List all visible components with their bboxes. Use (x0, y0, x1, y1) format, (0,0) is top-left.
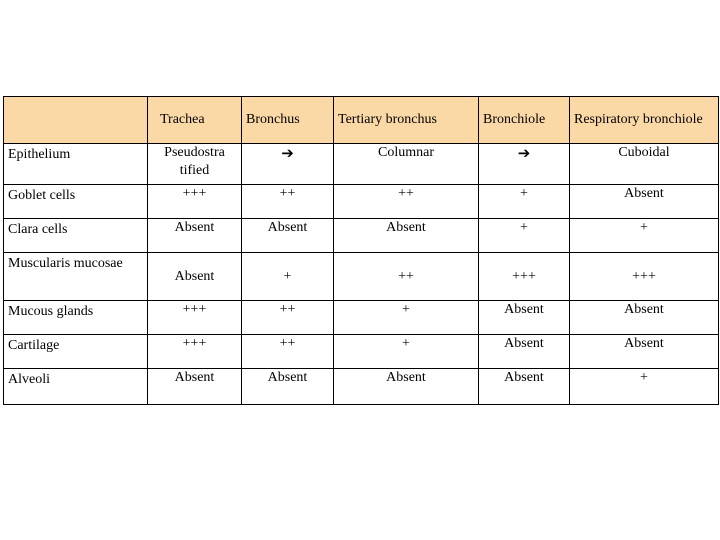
table-cell: +++ (148, 301, 242, 335)
right-arrow-icon: ➔ (517, 144, 531, 162)
airway-comparison-table (3, 96, 719, 405)
header-row (4, 97, 719, 144)
row-label: Epithelium (4, 144, 148, 185)
table-cell: ++ (242, 185, 334, 219)
table-cell: Absent (479, 335, 570, 369)
table-row-clara-cells (4, 219, 719, 253)
header-bronchiole: Bronchiole (479, 97, 570, 144)
table-cell: Absent (148, 253, 242, 301)
table-cell: +++ (148, 335, 242, 369)
right-arrow-icon: ➔ (281, 144, 294, 162)
table-cell: + (334, 301, 479, 335)
table-cell: Absent (334, 369, 479, 405)
row-label: Cartilage (4, 335, 148, 369)
table-row-muscularis-mucosae (4, 253, 719, 301)
table-cell: ++ (334, 253, 479, 301)
table-cell: Absent (242, 369, 334, 405)
table-cell (242, 144, 334, 185)
table-row-goblet-cells (4, 185, 719, 219)
table-cell: Absent (570, 301, 719, 335)
table-cell: Absent (148, 369, 242, 405)
row-label: Goblet cells (4, 185, 148, 219)
table-cell: Absent (148, 219, 242, 253)
table-row-mucous-glands (4, 301, 719, 335)
table-cell: Absent (479, 369, 570, 405)
table-cell: Absent (479, 301, 570, 335)
table-cell: + (242, 253, 334, 301)
row-label: Mucous glands (4, 301, 148, 335)
table-cell: Absent (570, 185, 719, 219)
header-bronchus: Bronchus (242, 97, 334, 144)
table-cell (479, 144, 570, 185)
table-cell: + (479, 219, 570, 253)
row-label: Alveoli (4, 369, 148, 405)
table-cell: ++ (242, 301, 334, 335)
header-trachea: Trachea (148, 97, 242, 144)
table-cell: + (334, 335, 479, 369)
table-cell: ++ (242, 335, 334, 369)
header-tertiary-bronchus: Tertiary bronchus (334, 97, 479, 144)
table-cell: + (479, 185, 570, 219)
table-row-epithelium (4, 144, 719, 185)
table-cell: +++ (479, 253, 570, 301)
table-cell: + (570, 369, 719, 405)
table-cell: Absent (570, 335, 719, 369)
header-corner (4, 97, 148, 144)
table-cell: ++ (334, 185, 479, 219)
table-cell: Pseudostra tified (148, 144, 242, 185)
row-label: Muscularis mucosae (4, 253, 148, 301)
header-respiratory-bronchiole: Respiratory bronchiole (570, 97, 719, 144)
table-cell: +++ (148, 185, 242, 219)
table-row-alveoli (4, 369, 719, 405)
table-cell: Columnar (334, 144, 479, 185)
table-cell: Cuboidal (570, 144, 719, 185)
table-cell: + (570, 219, 719, 253)
row-label: Clara cells (4, 219, 148, 253)
table-row-cartilage (4, 335, 719, 369)
table-cell: Absent (334, 219, 479, 253)
table-cell: +++ (570, 253, 719, 301)
table-cell: Absent (242, 219, 334, 253)
